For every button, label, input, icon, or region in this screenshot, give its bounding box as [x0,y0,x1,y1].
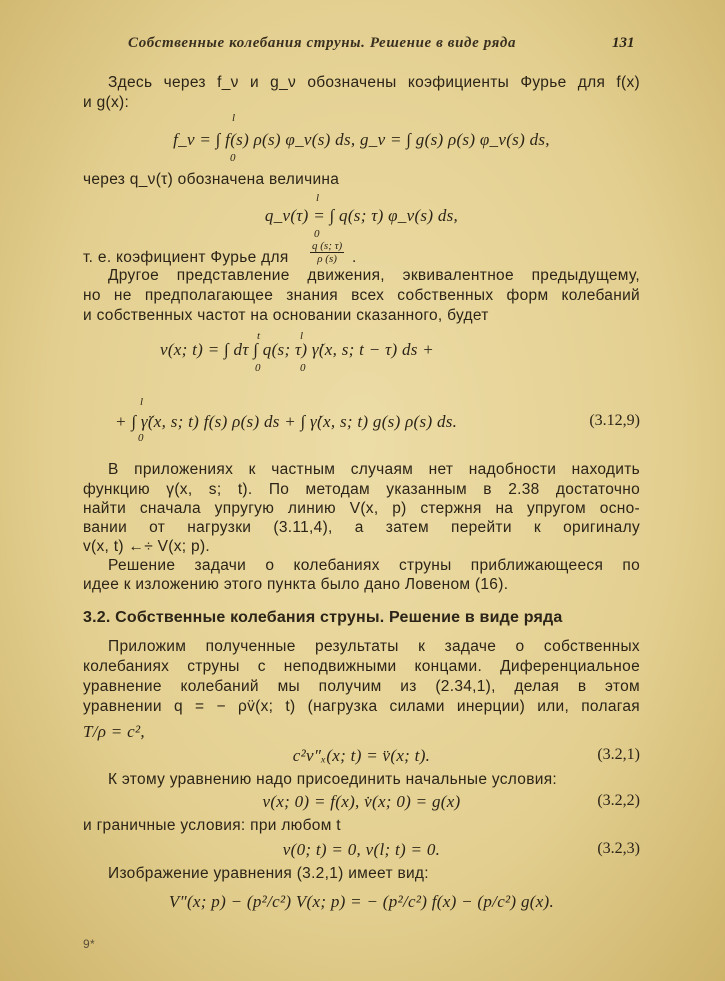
paragraph-line: и собственных частот на основании сказанного, будет [83,307,489,324]
running-title: Собственные колебания струны. Решение в виде ряда [128,35,517,51]
fraction-numerator: q (s; τ) [312,240,343,252]
paragraph-line: но не предполагающее знания всех собственных форм колебаний [83,287,640,304]
formula-q-nu: q_ν(τ) = ∫ q(s; τ) φ_ν(s) ds, [264,206,459,225]
paragraph-line: и граничные условия: при любом t [83,817,341,834]
integral-limit: 0 [230,152,236,164]
paragraph-line: Решение задачи о колебаниях струны приближающееся по [108,557,640,574]
paragraph-line: v(x, t) ←÷ V(x; p). [83,538,211,555]
paragraph-line: функцию γ(x, s; t). По методам указанным в 2.38 достаточно [83,481,640,498]
integral-limit: l [140,396,144,408]
equation-3-2-1: c²v″ₓ(x; t) = v̈(x; t). [292,746,431,765]
paragraph-line: Другое представление движения, эквивалентное предыдущему, [108,267,640,284]
integral-limit: l [300,330,304,342]
integral-limit: l [316,192,320,204]
formula-fourier-coefficients: f_ν = ∫ f(s) ρ(s) φ_ν(s) ds, g_ν = ∫ g(s) ρ(s) φ_ν(s) ds, [173,130,550,149]
paragraph-line: В приложениях к частным случаям нет надобности находить [108,461,640,478]
paragraph-line: Изображение уравнения (3.2,1) имеет вид: [108,865,429,882]
paragraph-line: К этому уравнению надо присоединить начальные условия: [108,771,558,788]
formula-v-line1: v(x; t) = ∫ dτ ∫ q(s; τ) γ̇(x, s; t − τ) ds + [160,340,435,359]
fraction [310,240,344,265]
equation-number: (3.12,9) [589,412,640,429]
equation-number: (3.2,2) [597,792,640,809]
paragraph-line: T/ρ = c², [83,722,145,741]
period: . [352,249,357,266]
section-heading: 3.2. Собственные колебания струны. Решение в виде ряда [83,609,563,626]
equation-3-2-2: v(x; 0) = f(x), v̇(x; 0) = g(x) [262,792,461,811]
paragraph-line: вании от нагрузки (3.11,4), а затем перейти к оригиналу [83,519,640,536]
paragraph-line: идее к изложению этого пункта было дано Ловеном (16). [83,576,509,593]
integral-limit: t [257,330,261,342]
text: т. е. коэфициент Фурье для [83,249,289,266]
integral-limit: 0 [255,362,261,374]
fraction-denominator: ρ (s) [317,253,337,265]
integral-limit: 0 [314,228,320,240]
paragraph-line: Здесь через f_ν и g_ν обозначены коэфициенты Фурье для f(x) [108,74,640,91]
formula-v-line2: + ∫ γ̈(x, s; t) f(s) ρ(s) ds + ∫ γ̇(x, s; t) g(s) ρ(s) ds. [115,412,458,431]
signature-mark: 9* [83,937,95,951]
equation-number: (3.2,1) [597,746,640,763]
paragraph-line: через q_ν(τ) обозначена величина [83,171,340,188]
paragraph-line: уравнении q = − ρv̈(x; t) (нагрузка силами инерции) или, полагая [83,698,640,715]
integral-limit: l [232,112,236,124]
paragraph-line: и g(x): [83,94,130,111]
paragraph-line: Приложим полученные результаты к задаче о собственных [108,638,640,655]
equation-number: (3.2,3) [597,840,640,857]
page-number: 131 [612,35,635,51]
paragraph-line: найти сначала упругую линию V(x, p) стержня на упругом осно- [83,500,640,517]
equation-3-2-3: v(0; t) = 0, v(l; t) = 0. [282,840,441,859]
equation-image: V″(x; p) − (p²/c²) V(x; p) = − (p²/c²) f(x) − (p/c²) g(x). [168,892,555,911]
paragraph-line: уравнение колебаний мы получим из (2.34,1), делая в этом [83,678,640,695]
paragraph-line: колебаниях струны с неподвижными концами. Диференциальное [83,658,640,675]
integral-limit: 0 [300,362,306,374]
integral-limit: 0 [138,432,144,444]
